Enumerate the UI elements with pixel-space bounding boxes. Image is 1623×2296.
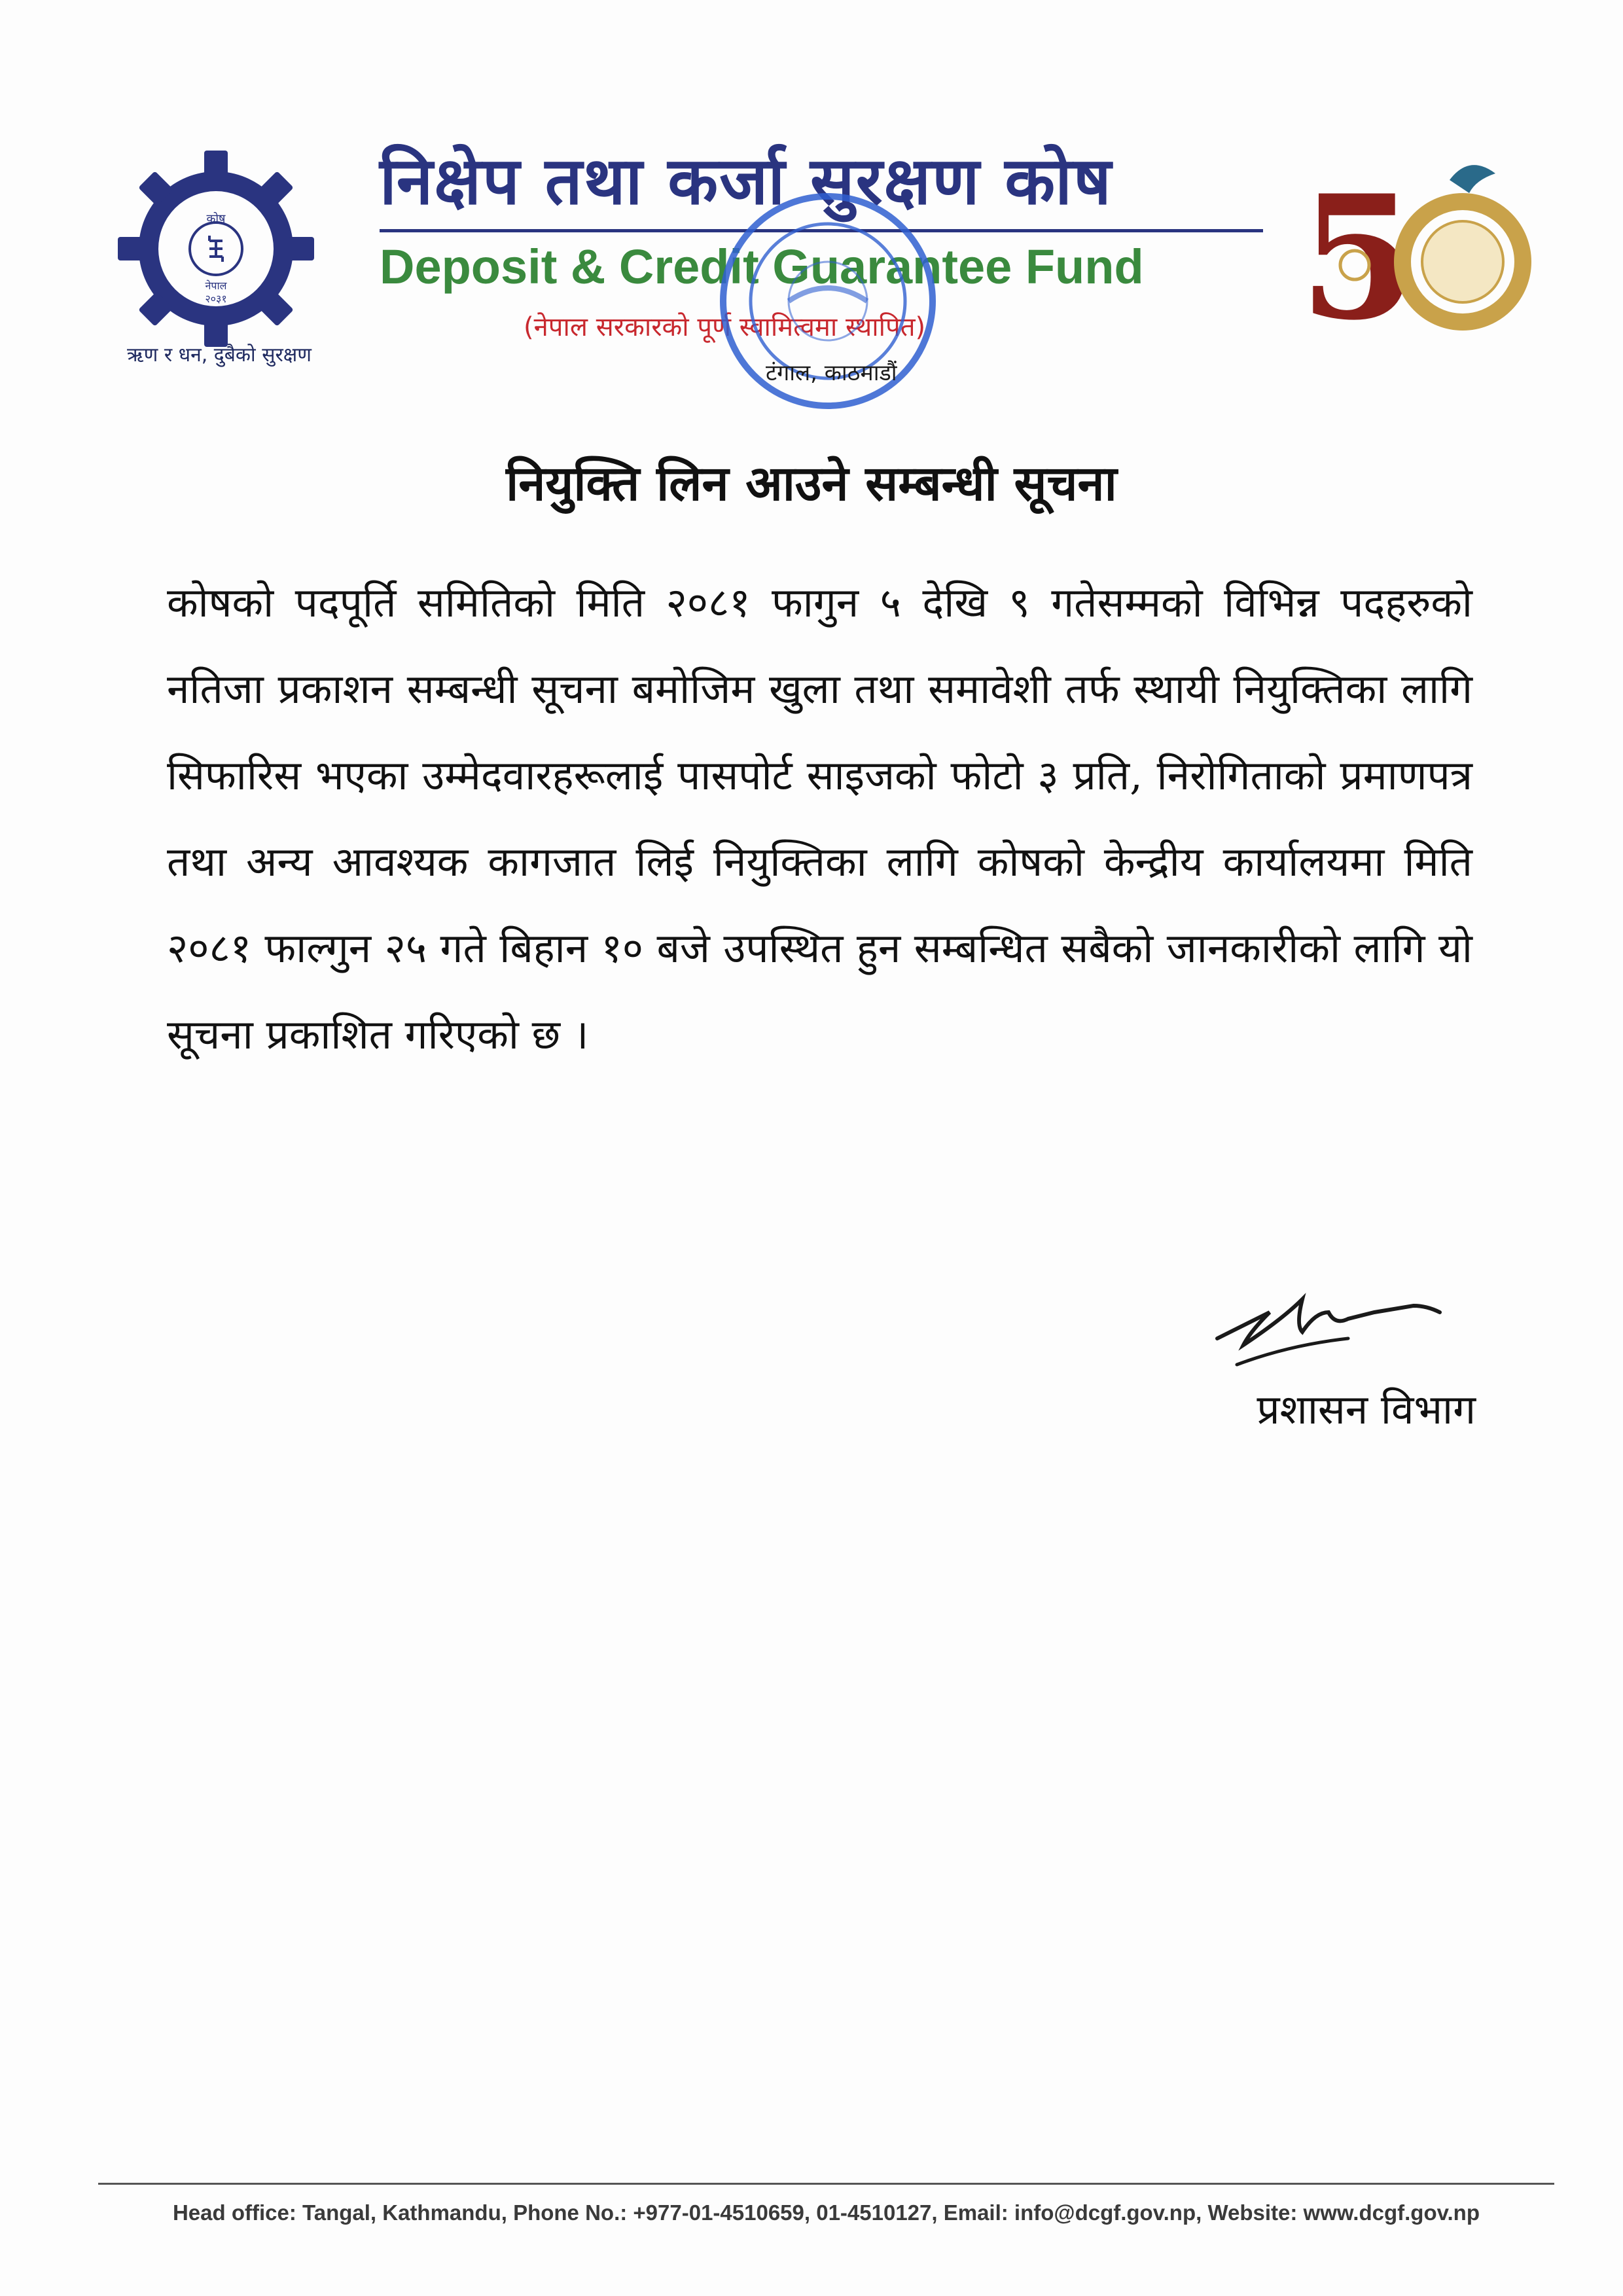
- org-name-nepali: निक्षेप तथा कर्जा सुरक्षण कोष: [380, 142, 1113, 219]
- org-subtitle: (नेपाल सरकारको पूर्ण स्वामित्वमा स्थापित): [524, 312, 926, 342]
- golden-jubilee-emblem: [1286, 141, 1548, 363]
- stamp-location: टंगाल, काठमाडौं: [766, 360, 897, 386]
- svg-text:२०३१: २०३१: [205, 293, 227, 305]
- logo-tagline: ऋण र धन, दुबैको सुरक्षण: [127, 344, 312, 367]
- footer-divider: [98, 2183, 1554, 2185]
- signatory-department: प्रशासन विभाग: [1257, 1386, 1476, 1433]
- dcgf-gear-logo: [118, 151, 314, 347]
- notice-title: नियुक्ति लिन आउने सम्बन्धी सूचना: [506, 456, 1117, 512]
- handwritten-signature: [1211, 1266, 1472, 1384]
- svg-text:नेपाल: नेपाल: [205, 279, 227, 292]
- org-name-english: Deposit & Credit Guarantee Fund: [380, 240, 1144, 294]
- footer-contact: Head office: Tangal, Kathmandu, Phone No.: +977-01-4510659, 01-4510127, Email: info@dcgf.gov.np, Website: www.dcgf.gov.np: [172, 2200, 1480, 2225]
- svg-text:कोष: कोष: [206, 212, 226, 226]
- svg-text:5: 5: [1299, 158, 1418, 358]
- notice-body: कोषको पदपूर्ति समितिको मिति २०८१ फागुन ५ देखि ९ गतेसम्मको विभिन्न पदहरुको नतिजा प्रकाशन सम्बन्धी सूचना बमोजिम खुला तथा समावेशी तर्फ स्थायी नियुक्तिका लागि सिफारिस भएका उम्मेदवारहरूलाई पासपोर्ट साइजको फोटो ३ प्रति, निरोगिताको प्रमाणपत्र तथा अन्य आवश्यक कागजात लिई नियुक्तिका लागि कोषको केन्द्रीय कार्यालयमा मिति २०८१ फाल्गुन २५ गते बिहान १० बजे उपस्थित हुन सम्बन्धित सबैको जानकारीको लागि यो सूचना प्रकाशित गरिएको छ ।: [167, 579, 1472, 1058]
